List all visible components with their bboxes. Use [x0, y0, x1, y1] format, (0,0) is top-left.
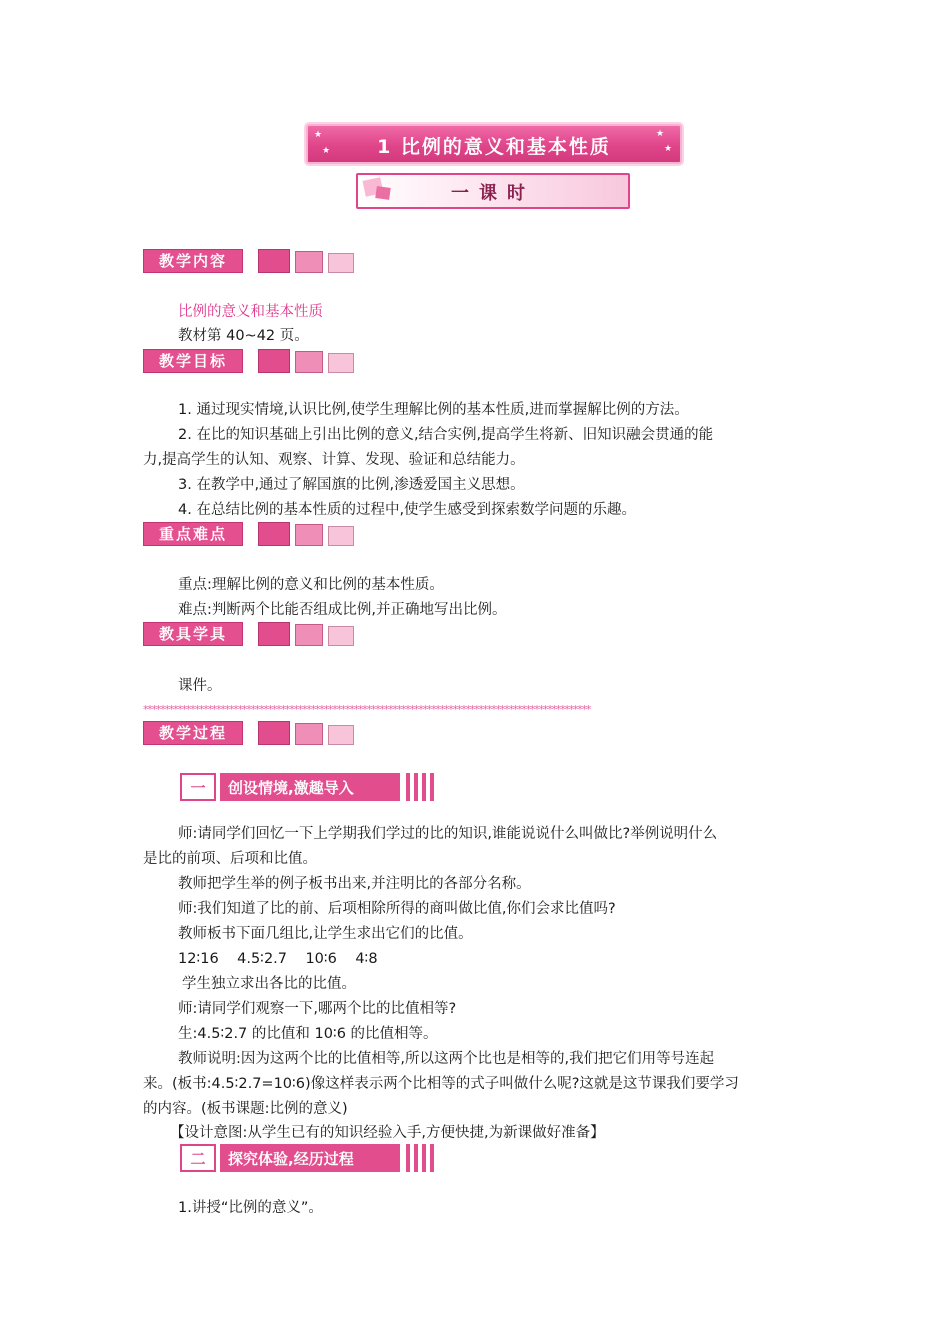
star-icon: ★: [656, 129, 665, 139]
step-title-bar: [220, 773, 400, 801]
goal-2-line2: 力,提高学生的认知、观察、计算、发现、验证和总结能力。: [143, 452, 525, 468]
decoration-block: [295, 723, 323, 745]
step1-para-1a: 师:请同学们回忆一下上学期我们学过的比的知识,谁能说说什么叫做比?举例说明什么: [178, 826, 718, 842]
decoration-block: [295, 524, 323, 546]
decoration-block: [258, 349, 290, 373]
decoration-bar: [430, 773, 434, 801]
section-label: 重点难点: [143, 522, 243, 546]
tools-text: 课件。: [178, 678, 222, 694]
decoration-block: [328, 353, 354, 373]
decoration-block: [258, 721, 290, 745]
step2-para-1: 1.讲授“比例的意义”。: [178, 1200, 323, 1216]
decoration-bar: [422, 1144, 426, 1172]
step-number: 一: [180, 773, 216, 801]
star-icon: ★: [314, 130, 323, 140]
step1-para-3: 师:我们知道了比的前、后项相除所得的商叫做比值,你们会求比值吗?: [178, 901, 616, 917]
star-divider: ********************************************************************************************************: [143, 703, 591, 716]
step1-para-5: 学生独立求出各比的比值。: [182, 976, 356, 992]
decoration-block: [328, 526, 354, 546]
chapter-title: 1 比例的意义和基本性质: [377, 136, 611, 158]
decoration-block: [295, 624, 323, 646]
decoration-bar: [414, 773, 418, 801]
key-difficulty: 难点:判断两个比能否组成比例,并正确地写出比例。: [178, 602, 507, 618]
section-label: 教学目标: [143, 349, 243, 373]
decoration-bar: [414, 1144, 418, 1172]
goal-1: 1. 通过现实情境,认识比例,使学生理解比例的基本性质,进而掌握解比例的方法。: [178, 402, 689, 418]
step-number: 二: [180, 1144, 216, 1172]
chapter-title-banner: [306, 124, 682, 164]
step1-para-8c: 的内容。(板书课题:比例的意义): [143, 1101, 348, 1117]
decoration-block: [258, 249, 290, 273]
step-title: 创设情境,激趣导入: [228, 779, 354, 797]
decoration-block: [328, 253, 354, 273]
decoration-block: [328, 626, 354, 646]
decoration-bar: [406, 773, 410, 801]
step-title-bar: [220, 1144, 400, 1172]
goal-4: 4. 在总结比例的基本性质的过程中,使学生感受到探索数学问题的乐趣。: [178, 502, 637, 518]
star-icon: ★: [664, 144, 673, 154]
decoration-bar: [422, 773, 426, 801]
lesson-count: 一课时: [451, 183, 535, 204]
step1-para-1b: 是比的前项、后项和比值。: [143, 851, 317, 867]
content-topic: 比例的意义和基本性质: [178, 304, 323, 320]
decoration-bar: [430, 1144, 434, 1172]
step1-para-6: 师:请同学们观察一下,哪两个比的比值相等?: [178, 1001, 457, 1017]
goal-2-line1: 2. 在比的知识基础上引出比例的意义,结合实例,提高学生将新、旧知识融会贯通的能: [178, 427, 714, 443]
section-label: 教具学具: [143, 622, 243, 646]
star-icon: ★: [322, 146, 331, 156]
step1-para-7: 生:4.5∶2.7 的比值和 10∶6 的比值相等。: [178, 1026, 438, 1042]
decoration-block: [258, 622, 290, 646]
decoration-bar: [406, 1144, 410, 1172]
decoration-block: [295, 351, 323, 373]
decoration-block: [258, 522, 290, 546]
section-label: 教学内容: [143, 249, 243, 273]
step-title: 探究体验,经历过程: [228, 1150, 354, 1168]
lesson-count-box: [356, 173, 630, 209]
design-intent: 【设计意图:从学生已有的知识经验入手,方便快捷,为新课做好准备】: [170, 1125, 605, 1141]
content-pages: 教材第 40~42 页。: [178, 328, 309, 344]
section-label: 教学过程: [143, 721, 243, 745]
step1-para-8a: 教师说明:因为这两个比的比值相等,所以这两个比也是相等的,我们把它们用等号连起: [178, 1051, 715, 1067]
goal-3: 3. 在教学中,通过了解国旗的比例,渗透爱国主义思想。: [178, 477, 525, 493]
key-focus: 重点:理解比例的意义和比例的基本性质。: [178, 577, 444, 593]
step1-para-8b: 来。(板书:4.5∶2.7=10∶6)像这样表示两个比相等的式子叫做什么呢?这就是这节课我们要学习: [143, 1076, 739, 1092]
step1-ratios: 12∶16 4.5∶2.7 10∶6 4∶8: [178, 951, 378, 967]
decoration-block: [328, 725, 354, 745]
step1-para-4: 教师板书下面几组比,让学生求出它们的比值。: [178, 926, 473, 942]
decoration-block: [295, 251, 323, 273]
step1-para-2: 教师把学生举的例子板书出来,并注明比的各部分名称。: [178, 876, 531, 892]
